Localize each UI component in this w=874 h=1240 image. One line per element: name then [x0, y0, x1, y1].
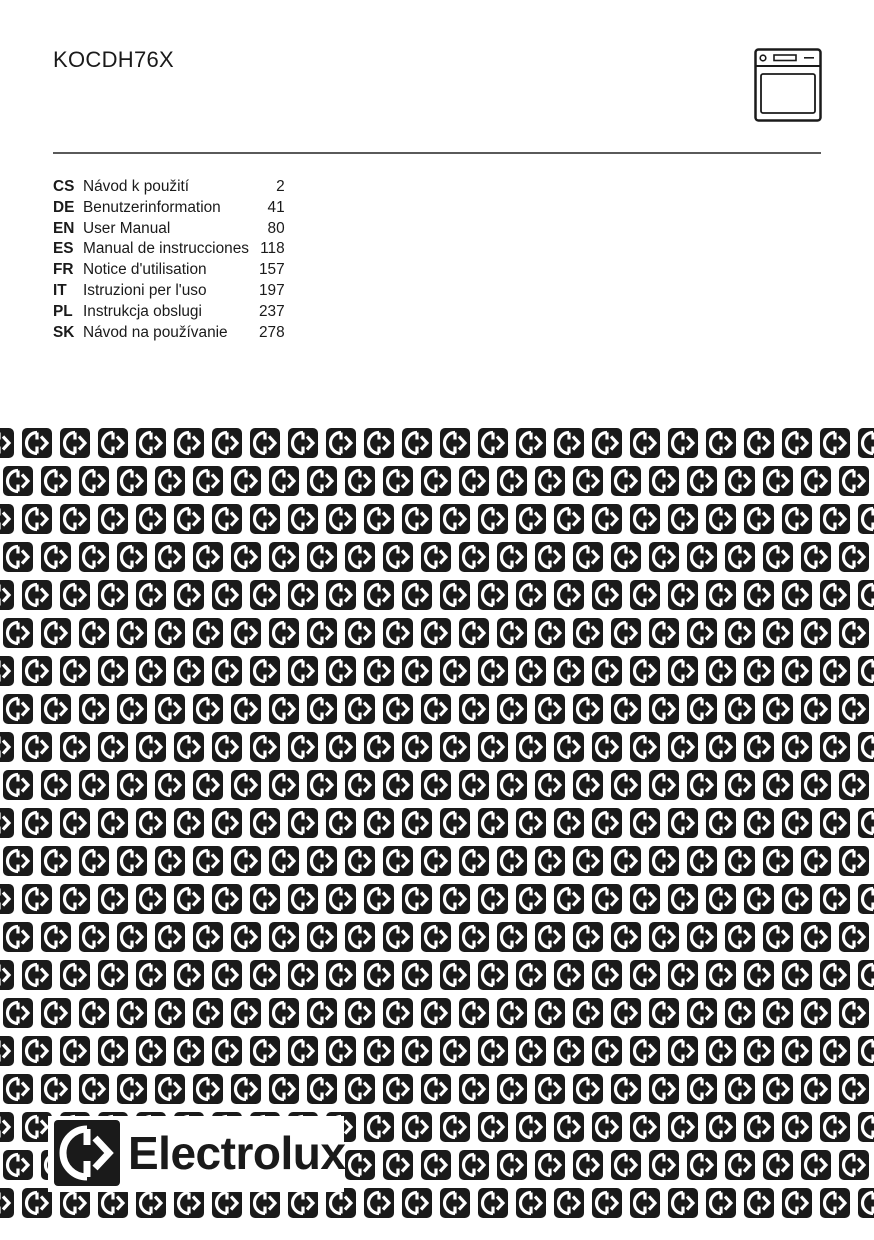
pattern-row: [0, 694, 874, 724]
pattern-row: [0, 656, 874, 686]
pattern-row: [0, 998, 874, 1028]
contents-row[interactable]: [53, 260, 285, 281]
page-number: 197: [258, 281, 285, 299]
contents-row[interactable]: [53, 198, 285, 219]
oven-icon: [754, 48, 822, 122]
language-code: ES: [53, 240, 74, 258]
manual-title: Notice d'utilisation: [83, 261, 207, 279]
contents-row[interactable]: [53, 239, 285, 260]
pattern-row: [0, 846, 874, 876]
language-code: DE: [53, 198, 75, 216]
pattern-row: [0, 1036, 874, 1066]
pattern-row: [0, 732, 874, 762]
manual-title: User Manual: [83, 219, 171, 237]
manual-title: Benutzerinformation: [83, 198, 221, 216]
pattern-row: [0, 542, 874, 572]
contents-row[interactable]: [53, 302, 285, 323]
electrolux-logo-icon: [54, 1120, 120, 1186]
page-number: 2: [276, 178, 285, 195]
page-number: 118: [260, 240, 285, 258]
pattern-row: [0, 884, 874, 914]
contents-row[interactable]: [53, 281, 285, 302]
manual-title: Návod na používanie: [83, 323, 228, 341]
manual-title: Návod k použití: [83, 178, 190, 195]
brand-logo: [48, 1116, 344, 1192]
manual-title: Instrukcja obslugi: [83, 302, 202, 320]
pattern-row: [0, 1188, 874, 1218]
pattern-row: [0, 770, 874, 800]
page-number: 237: [258, 302, 285, 320]
language-code: PL: [53, 302, 73, 320]
pattern-row: [0, 960, 874, 990]
language-code: EN: [53, 219, 75, 237]
brand-pattern: [0, 420, 874, 1220]
language-code: CS: [53, 178, 75, 195]
language-code: FR: [53, 261, 74, 279]
contents-table: [53, 177, 285, 343]
pattern-row: [0, 618, 874, 648]
page-number: 41: [267, 198, 285, 216]
contents-row[interactable]: [53, 219, 285, 240]
contents-row[interactable]: [53, 177, 285, 198]
pattern-tiles: [0, 428, 874, 1218]
pattern-row: [0, 466, 874, 496]
brand-name: Electrolux: [128, 1127, 346, 1179]
language-code: IT: [53, 281, 67, 299]
pattern-row: [0, 922, 874, 952]
language-code: SK: [53, 323, 75, 341]
page-number: 278: [258, 323, 285, 341]
manual-title: Istruzioni per l'uso: [83, 281, 207, 299]
pattern-row: [0, 504, 874, 534]
contents-row[interactable]: [53, 323, 285, 344]
pattern-row: [0, 1074, 874, 1104]
model-title: KOCDH76X: [53, 47, 174, 72]
manual-title: Manual de instrucciones: [83, 240, 249, 258]
header-divider: [53, 152, 821, 154]
pattern-row: [0, 428, 874, 458]
pattern-row: [0, 808, 874, 838]
pattern-row: [0, 580, 874, 610]
page-number: 157: [258, 261, 285, 279]
page-number: 80: [267, 219, 285, 237]
